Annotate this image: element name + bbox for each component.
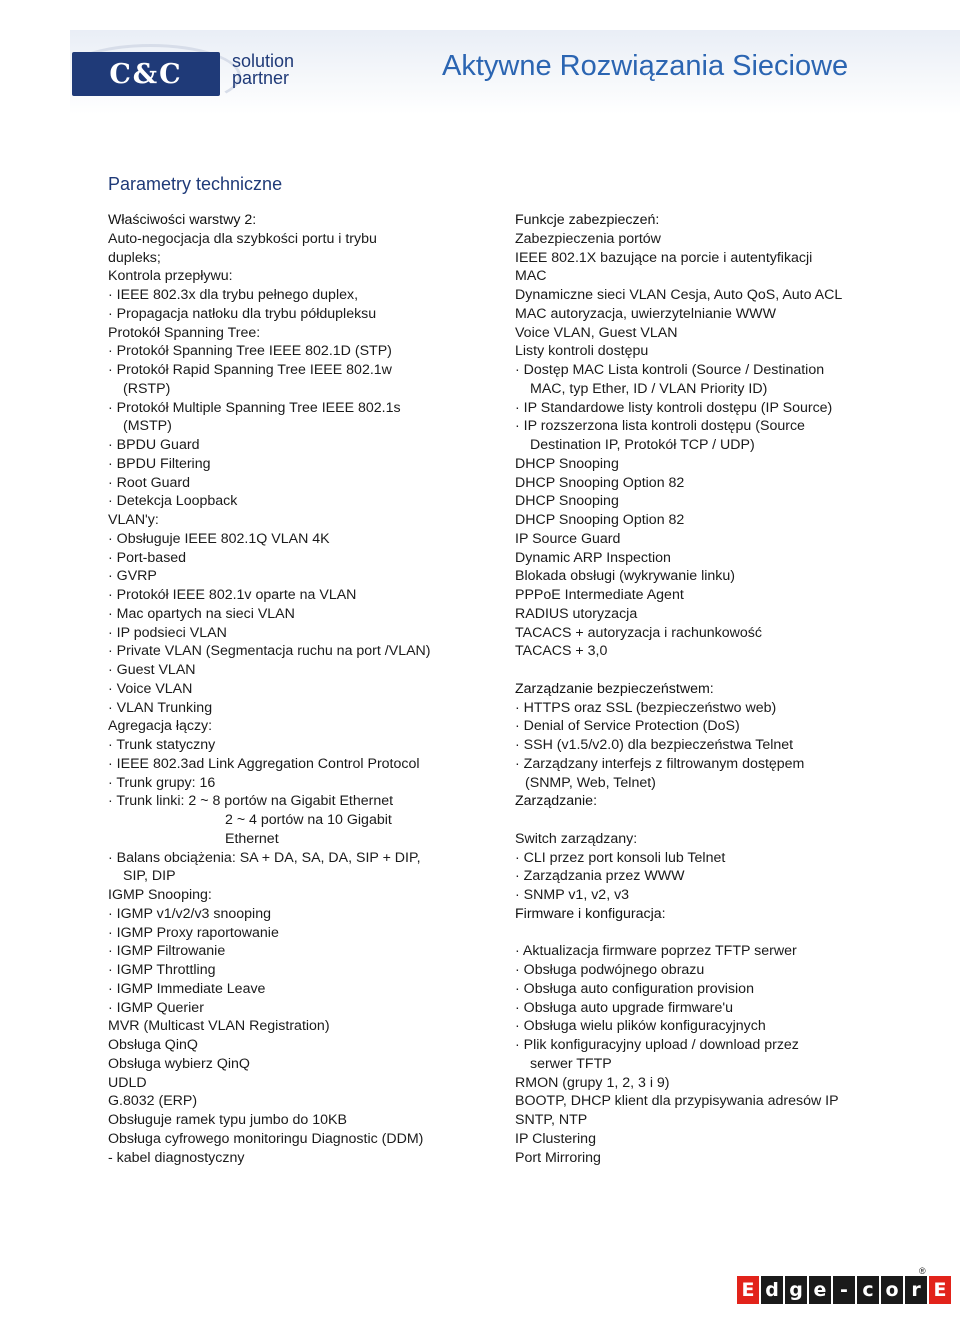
spec-line: · Port-based — [108, 549, 187, 566]
spec-line: DHCP Snooping Option 82 — [515, 474, 685, 491]
spec-line: · HTTPS oraz SSL (bezpieczeństwo web) — [515, 699, 777, 716]
spec-heading: Zarządzanie: — [515, 793, 598, 810]
logo-letter: r — [905, 1276, 927, 1304]
spec-line: · IGMP Filtrowanie — [108, 943, 226, 960]
spec-line: RMON (grupy 1, 2, 3 i 9) — [515, 1074, 670, 1091]
spec-line: · IP podsieci VLAN — [108, 624, 227, 641]
spec-line: SIP, DIP — [123, 868, 176, 885]
spec-line: · Root Guard — [108, 474, 191, 491]
spec-line: · VLAN Trunking — [108, 699, 213, 716]
spec-line: Destination IP, Protokół TCP / UDP) — [530, 437, 755, 453]
spec-line: · Obsługa podwójnego obrazu — [515, 962, 705, 978]
spec-line: · Balans obciążenia: SA + DA, SA, DA, SIP + DIP, — [108, 849, 421, 866]
spec-line: Blokada obsługi (wykrywanie linku) — [515, 568, 736, 585]
spec-line: · Trunk grupy: 16 — [108, 774, 216, 791]
spec-line: · SNMP v1, v2, v3 — [515, 887, 630, 903]
spec-line: · Zarządzany interfejs z filtrowanym dostępem — [515, 755, 805, 772]
spec-line: IGMP Snooping: — [108, 887, 212, 903]
spec-line: · Obsługuje IEEE 802.1Q VLAN 4K — [108, 530, 330, 547]
spec-heading: Zarządzanie bezpieczeństwem: — [515, 680, 714, 697]
spec-line: · IGMP Throttling — [108, 962, 216, 978]
spec-line: · Aktualizacja firmware poprzez TFTP serwer — [515, 943, 797, 960]
spec-line: · CLI przez port konsoli lub Telnet — [515, 849, 726, 866]
logo-letter: E — [929, 1276, 951, 1304]
spec-line: Zabezpieczenia portów — [515, 230, 661, 247]
spec-line: Port Mirroring — [515, 1149, 601, 1166]
spec-line: · IGMP Immediate Leave — [108, 980, 266, 997]
spec-line: Dynamiczne sieci VLAN Cesja, Auto QoS, Auto ACL — [515, 287, 843, 303]
spec-line: SNTP, NTP — [515, 1112, 588, 1128]
spec-line: · Plik konfiguracyjny upload / download przez — [515, 1037, 799, 1053]
spec-line: G.8032 (ERP) — [108, 1093, 198, 1110]
spec-line: BOOTP, DHCP klient dla przypisywania adresów IP — [515, 1093, 839, 1110]
page-title: Aktywne Rozwiązania Sieciowe — [442, 50, 849, 82]
spec-line: TACACS + autoryzacja i rachunkowość — [515, 624, 762, 641]
cc-logo — [72, 52, 220, 96]
spec-line — [515, 924, 935, 943]
spec-line: · IP Standardowe listy kontroli dostępu (IP Source) — [515, 399, 833, 416]
spec-line: IP Source Guard — [515, 530, 621, 547]
spec-line: · Detekcja Loopback — [108, 493, 238, 510]
solution-partner-label — [232, 53, 294, 87]
spec-line: IEEE 802.1X bazujące na porcie i autentyfikacji — [515, 249, 813, 266]
spec-line: · IGMP Querier — [108, 999, 204, 1016]
spec-line: · IEEE 802.3x dla trybu pełnego duplex, — [108, 287, 359, 303]
spec-line: · GVRP — [108, 568, 157, 585]
spec-line: · BPDU Filtering — [108, 455, 211, 472]
spec-line: · Dostęp MAC Lista kontroli (Source / Destination — [515, 362, 825, 378]
spec-line: · Trunk linki: 2 ~ 8 portów na Gigabit Ethernet — [108, 793, 394, 810]
spec-line: MAC, typ Ether, ID / VLAN Priority ID) — [530, 380, 768, 397]
spec-line: Dynamic ARP Inspection — [515, 549, 671, 566]
spec-line: · Voice VLAN — [108, 680, 193, 697]
logo-letter: g — [785, 1276, 807, 1304]
spec-line: · IGMP v1/v2/v3 snooping — [108, 905, 271, 922]
partner-label: partner — [232, 68, 290, 88]
spec-line: serwer TFTP — [530, 1055, 612, 1072]
spec-line: Obsługa cyfrowego monitoringu Diagnostic (DDM) — [108, 1130, 424, 1147]
spec-line: MAC autoryzacja, uwierzytelnianie WWW — [515, 305, 776, 322]
spec-line: UDLD — [108, 1074, 147, 1091]
left-spec-column — [108, 211, 478, 1167]
spec-line: · Mac opartych na sieci VLAN — [108, 605, 295, 622]
spec-line: · Obsługa wielu plików konfiguracyjnych — [515, 1018, 766, 1035]
spec-heading: Firmware i konfiguracja: — [515, 905, 666, 922]
section-title: Parametry techniczne — [108, 174, 283, 194]
spec-line: PPPoE Intermediate Agent — [515, 587, 684, 603]
spec-line: Switch zarządzany: — [515, 830, 638, 847]
logo-letter: o — [881, 1276, 903, 1304]
logo-letter: E — [737, 1276, 759, 1304]
registered-mark: ® — [919, 1266, 926, 1276]
spec-line: · Protokół Rapid Spanning Tree IEEE 802.1w — [108, 362, 392, 378]
spec-line: Listy kontroli dostępu — [515, 343, 649, 360]
spec-line: Obsługa wybierz QinQ — [108, 1055, 250, 1072]
solution-label: solution — [232, 51, 295, 71]
spec-line: · IEEE 802.3ad Link Aggregation Control Protocol — [108, 755, 420, 772]
right-spec-column — [515, 211, 935, 1167]
spec-line: · Protokół Spanning Tree IEEE 802.1D (STP) — [108, 343, 392, 360]
spec-line: · Protokół Multiple Spanning Tree IEEE 802.1s — [108, 399, 401, 416]
spec-line: · IP rozszerzona lista kontroli dostępu (Source — [515, 418, 805, 435]
spec-heading: Funkcje zabezpieczeń: — [515, 212, 660, 228]
logo-letter: e — [809, 1276, 831, 1304]
spec-line: MVR (Multicast VLAN Registration) — [108, 1018, 330, 1035]
spec-line: Protokół Spanning Tree: — [108, 324, 261, 341]
spec-line: (RSTP) — [123, 380, 171, 397]
spec-line: RADIUS utoryzacja — [515, 605, 638, 622]
spec-line: Kontrola przepływu: — [108, 268, 233, 285]
spec-line: - kabel diagnostyczny — [108, 1149, 245, 1166]
spec-line: · Propagacja natłoku dla trybu półdupleksu — [108, 305, 377, 322]
spec-line: Voice VLAN, Guest VLAN — [515, 324, 678, 341]
spec-line: · IGMP Proxy raportowanie — [108, 924, 279, 941]
spec-line: Agregacja łączy: — [108, 718, 213, 735]
edgecore-logo — [737, 1276, 951, 1304]
spec-line: IP Clustering — [515, 1130, 596, 1147]
spec-heading: Właściwości warstwy 2: — [108, 212, 257, 228]
spec-line: · Obsługa auto upgrade firmware'u — [515, 999, 734, 1016]
logo-letter: d — [761, 1276, 783, 1304]
spec-line: Obsługa QinQ — [108, 1037, 198, 1053]
spec-line: MAC — [515, 268, 547, 285]
spec-line: · Private VLAN (Segmentacja ruchu na port /VLAN) — [108, 643, 431, 660]
spec-line: · Obsługa auto configuration provision — [515, 980, 754, 997]
spec-line: 2 ~ 4 portów na 10 Gigabit — [225, 812, 392, 828]
spec-line: (SNMP, Web, Telnet) — [525, 774, 656, 791]
logo-text: C&C — [109, 58, 183, 90]
spec-line: (MSTP) — [123, 418, 172, 435]
spec-line: · BPDU Guard — [108, 437, 200, 453]
spec-line: DHCP Snooping Option 82 — [515, 512, 685, 528]
spec-line: · Trunk statyczny — [108, 737, 216, 753]
spec-line: TACACS + 3,0 — [515, 643, 608, 660]
spec-line: Obsługuje ramek typu jumbo do 10KB — [108, 1112, 347, 1128]
spec-line: · SSH (v1.5/v2.0) dla bezpieczeństwa Telnet — [515, 737, 794, 753]
spec-line: Ethernet — [225, 830, 279, 847]
spec-line: · Guest VLAN — [108, 662, 196, 678]
spec-line: dupleks; — [108, 249, 161, 266]
spec-line: DHCP Snooping — [515, 455, 619, 472]
spec-line — [515, 661, 935, 680]
spec-line: · Protokół IEEE 802.1v oparte na VLAN — [108, 587, 357, 603]
logo-letter: - — [833, 1276, 855, 1304]
spec-line: VLAN'y: — [108, 512, 159, 528]
spec-line: · Zarządzania przez WWW — [515, 868, 685, 885]
spec-line: DHCP Snooping — [515, 493, 619, 510]
spec-line: · Denial of Service Protection (DoS) — [515, 718, 740, 735]
logo-letter: c — [857, 1276, 879, 1304]
spec-line: Auto-negocjacja dla szybkości portu i trybu — [108, 230, 377, 247]
spec-line — [515, 811, 935, 830]
